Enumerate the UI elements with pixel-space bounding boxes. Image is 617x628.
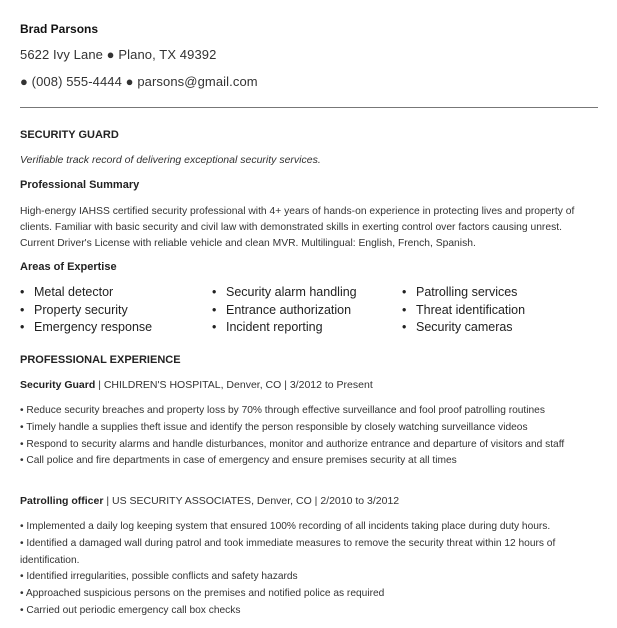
list-item: • Carried out periodic emergency call box checks — [20, 604, 241, 616]
expertise-column-2 — [212, 284, 357, 337]
expertise-item: • Metal detector — [20, 284, 152, 302]
list-item: • Approached suspicious persons on the premises and notified police as required — [20, 588, 385, 600]
resume-title: SECURITY GUARD — [20, 129, 119, 141]
expertise-item: • Entrance authorization — [212, 302, 357, 320]
expertise-item: • Property security — [20, 302, 152, 320]
expertise-item: • Emergency response — [20, 319, 152, 337]
job-bullets — [20, 519, 598, 620]
list-item: • Respond to security alarms and handle disturbances, monitor and authorize entrance and departure of visitors and staff — [20, 438, 565, 450]
job-bullets — [20, 403, 598, 470]
expertise-item: • Security alarm handling — [212, 284, 357, 302]
job-title: Patrolling officer — [20, 495, 104, 507]
summary-text: High-energy IAHSS certified security professional with 4+ years of hands-on experience in protecting lives and property of clients. Familiar with basic security and civil law with demonstrated skills in exerting control over factors causing unrest. Current Driver's License with reliable vehicle and clean MVR. Multilingual: English, French, Spanish. — [20, 206, 575, 249]
job-details: | US SECURITY ASSOCIATES, Denver, CO | 2/2010 to 3/2012 — [103, 495, 400, 507]
address-line: 5622 Ivy Lane ● Plano, TX 49392 — [20, 47, 217, 62]
resume-tagline: Verifiable track record of delivering exceptional security services. — [20, 154, 321, 166]
expertise-item: • Incident reporting — [212, 319, 357, 337]
candidate-name: Brad Parsons — [20, 22, 99, 36]
bullet-icon: • — [402, 302, 407, 317]
bullet-icon: • — [212, 302, 217, 317]
bullet-icon: • — [20, 285, 25, 299]
expertise-item: • Patrolling services — [402, 284, 525, 302]
expertise-heading: Areas of Expertise — [20, 261, 117, 273]
bullet-icon: • — [20, 302, 25, 317]
header-divider — [20, 107, 598, 108]
bullet-icon: • — [402, 285, 407, 299]
experience-heading: PROFESSIONAL EXPERIENCE — [20, 354, 181, 366]
list-item: • Timely handle a supplies theft issue and identify the person responsible by closely watching surveillance videos — [20, 421, 528, 433]
job-header — [20, 495, 399, 507]
list-item: • Reduce security breaches and property loss by 70% through effective surveillance and fool proof patrolling routines — [20, 405, 545, 416]
bullet-icon: • — [402, 320, 407, 334]
expertise-column-1 — [20, 284, 152, 337]
job-title: Security Guard — [20, 379, 96, 391]
bullet-icon: • — [212, 320, 217, 334]
expertise-column-3 — [402, 284, 525, 337]
list-item: • Identified a damaged wall during patrol and took immediate measures to remove the security threat within 12 hours of identification. — [20, 537, 556, 566]
list-item: • Implemented a daily log keeping system that ensured 100% recording of all incidents taking place during duty hours. — [20, 521, 551, 532]
list-item: • Identified irregularities, possible conflicts and safety hazards — [20, 571, 298, 583]
bullet-icon: • — [20, 320, 25, 334]
summary-heading: Professional Summary — [20, 179, 140, 191]
job-details: | CHILDREN'S HOSPITAL, Denver, CO | 3/2012 to Present — [95, 379, 373, 391]
list-item: • Call police and fire departments in case of emergency and ensure premises security at all times — [20, 455, 457, 467]
bullet-icon: • — [212, 285, 217, 299]
job-header — [20, 379, 373, 391]
expertise-item: • Threat identification — [402, 302, 525, 320]
contact-line: ● (008) 555-4444 ● parsons@gmail.com — [20, 74, 258, 89]
expertise-item: • Security cameras — [402, 319, 525, 337]
